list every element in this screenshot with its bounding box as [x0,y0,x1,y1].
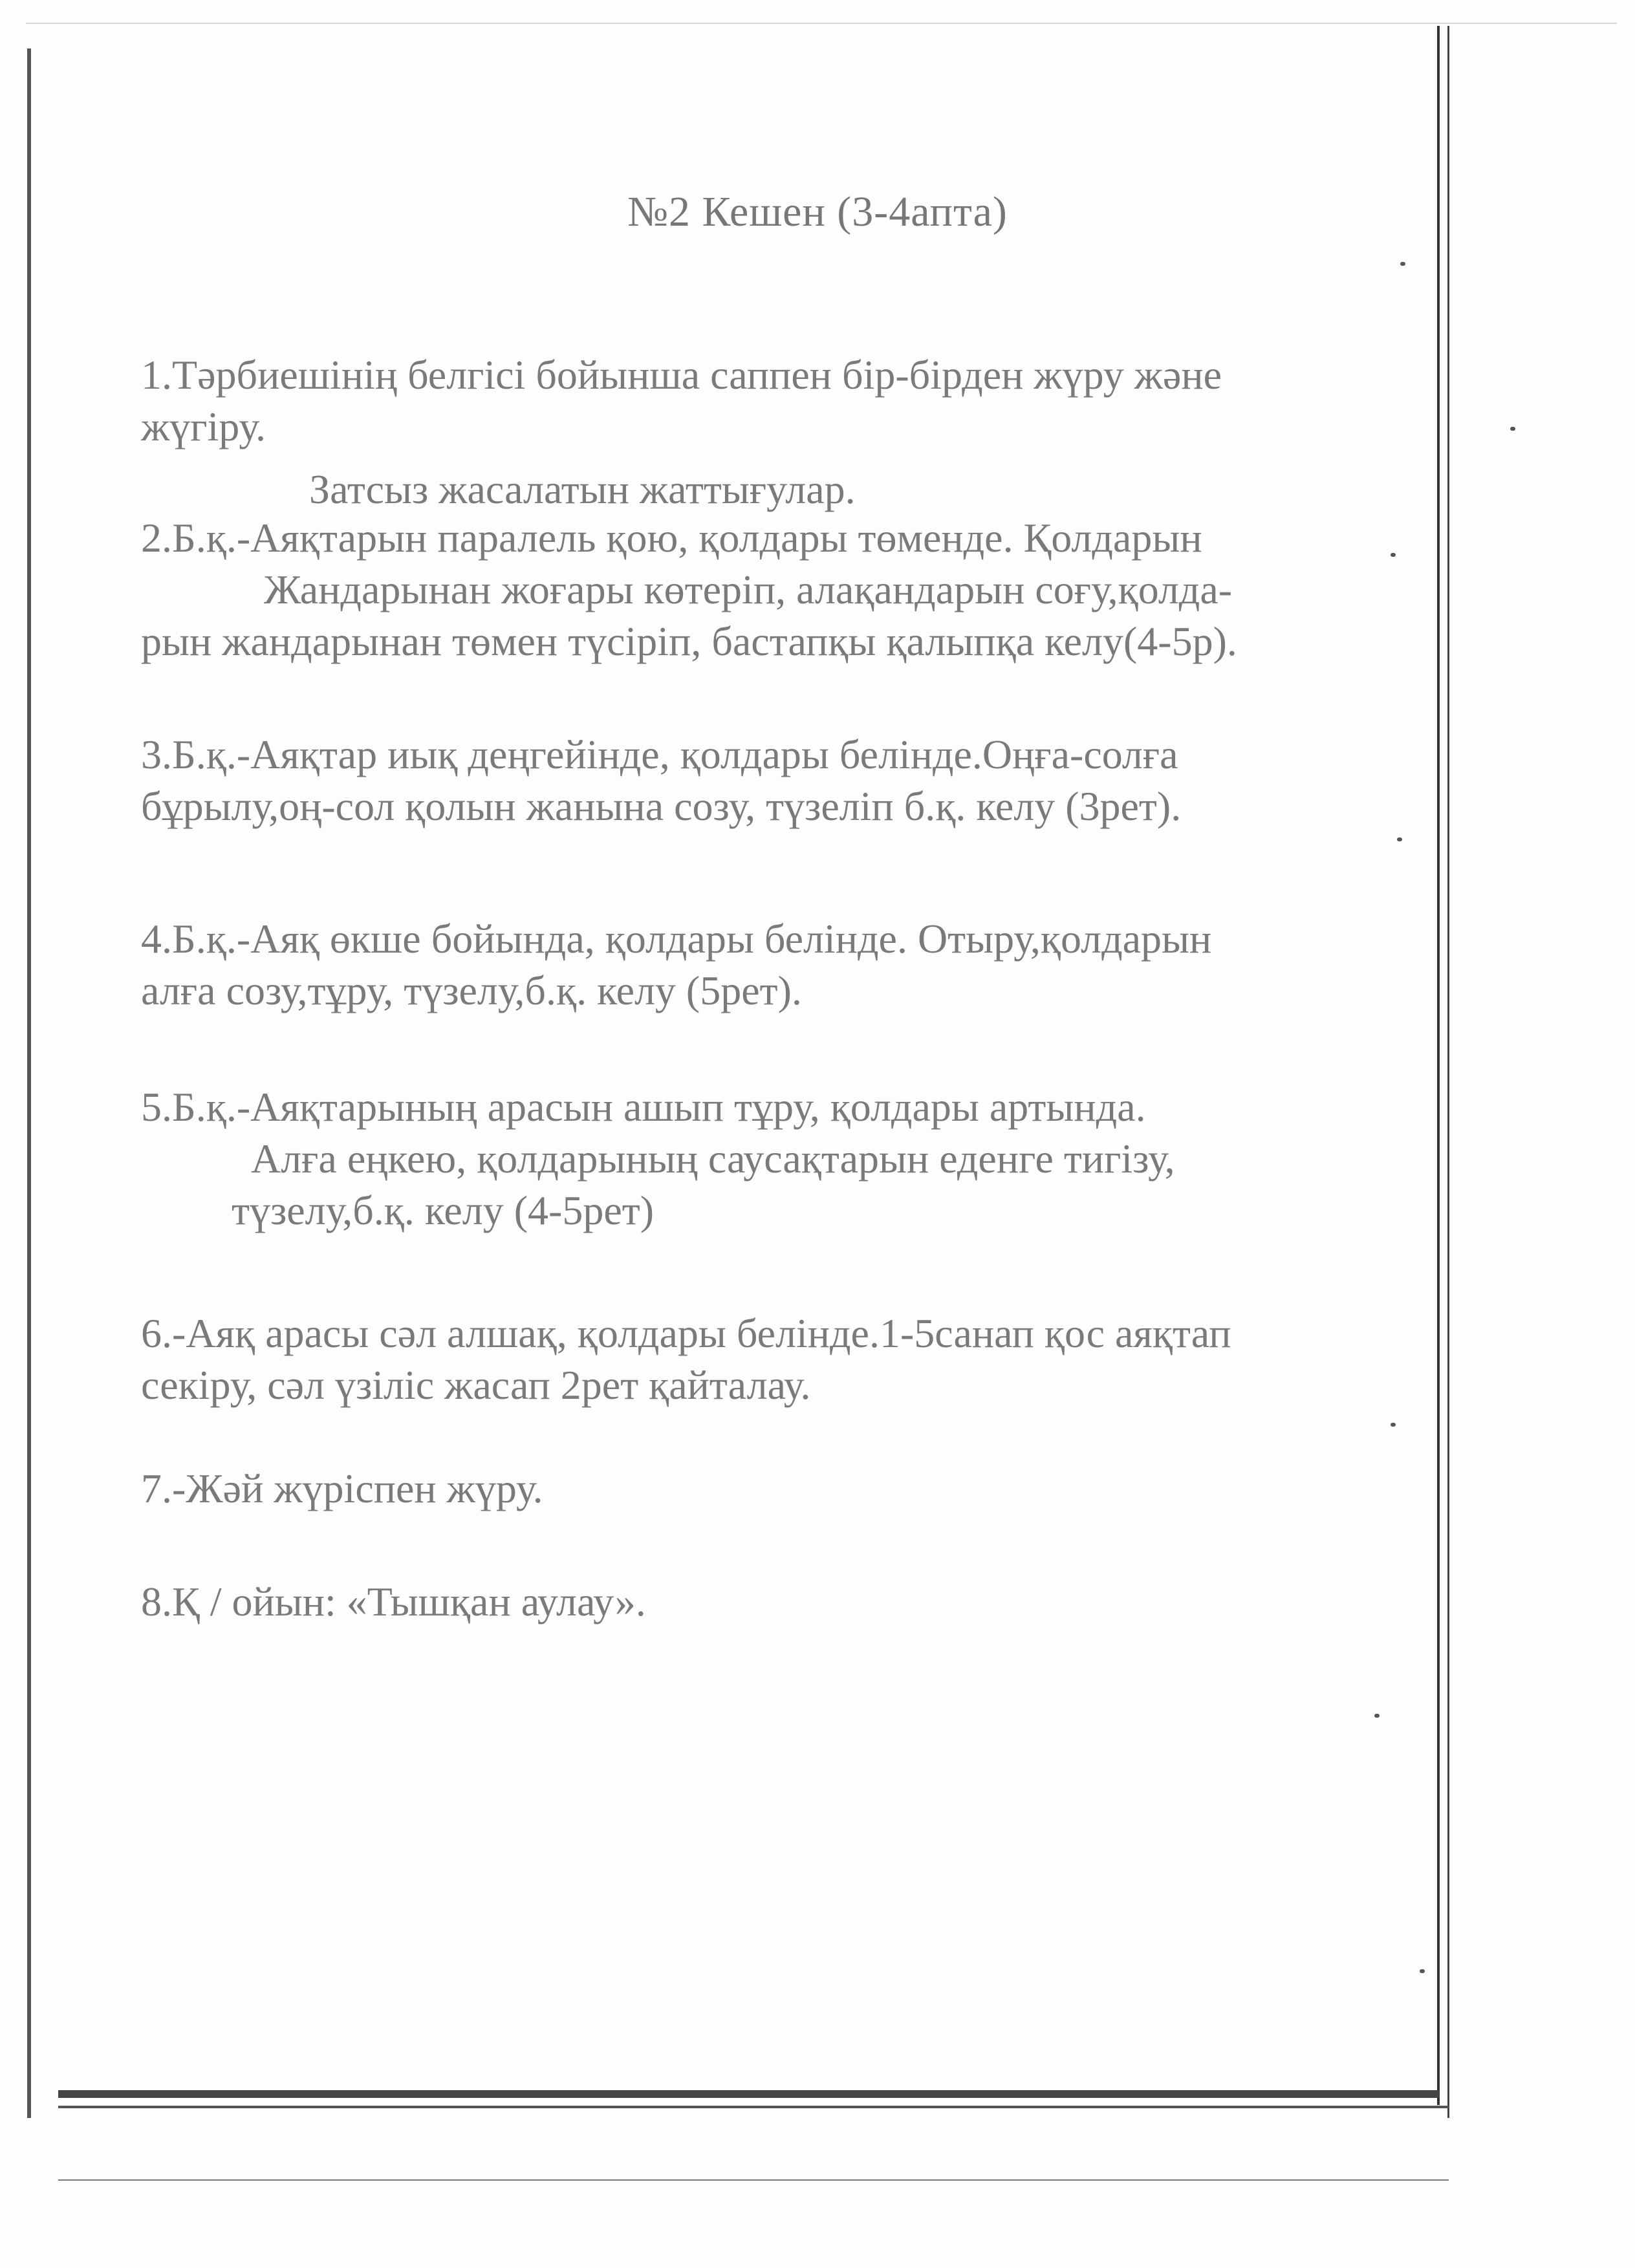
scan-speck [1420,1969,1425,1973]
item-2-line-3: рын жандарынан төмен түсіріп, бастапқы қалыпқа келу(4-5р). [141,618,1237,664]
page-border-left [27,49,31,2118]
item-2-line-2: Жандарынан жоғары көтеріп, алақандарын соғу,қолда- [264,567,1233,612]
scan-speck [1391,553,1396,557]
item-8: 8.Қ / ойын: «Тышқан аулау». [141,1579,646,1625]
scan-speck [1510,427,1515,431]
item-2-line-1: 2.Б.қ.-Аяқтарын паралель қою, қолдары төменде. Қолдарын [141,515,1202,561]
item-1-line-2: жүгіру. [141,404,266,449]
item-3-line-1: 3.Б.қ.-Аяқтар иық деңгейінде, қолдары белінде.Оңға-солға [141,731,1178,777]
item-7: 7.-Жәй жүріспен жүру. [141,1465,543,1511]
scan-edge [26,23,1617,24]
scan-speck [1400,262,1405,266]
item-5-line-2: Алға еңкею, қолдарының саусақтарын еденге тигізу, [251,1136,1175,1182]
item-3-line-2: бұрылу,оң-сол қолын жанына созу, түзеліп б.қ. келу (3рет). [141,783,1182,829]
scan-speck [1374,1714,1380,1718]
page-border-right-outer [1447,26,1449,2118]
page-border-right [1437,26,1440,2105]
page-border-bottom [58,2090,1439,2098]
item-5-line-3: түзелу,б.қ. келу (4-5рет) [232,1187,654,1233]
document-title: №2 Кешен (3-4апта) [627,188,1008,235]
item-1-line-1: 1.Тәрбиешінің белгісі бойынша саппен бір-бірден жүру және [141,352,1222,398]
item-4-line-1: 4.Б.қ.-Аяқ өкше бойында, қолдары белінде. Отыру,қолдарын [141,916,1212,962]
item-6-line-1: 6.-Аяқ арасы сәл алшақ, қолдары белінде.1-5санап қос аяқтап [141,1310,1231,1356]
item-6-line-2: секіру, сәл үзіліс жасап 2рет қайталау. [141,1362,811,1408]
page-border-bottom-faint [58,2179,1449,2181]
item-5-line-1: 5.Б.қ.-Аяқтарының арасын ашып тұру, қолдары артында. [141,1084,1146,1130]
scan-speck [1397,837,1402,841]
item-4-line-2: алға созу,тұру, түзелу,б.қ. келу (5рет). [141,967,802,1013]
page-border-bottom-inner [58,2106,1449,2108]
scan-speck [1391,1423,1396,1427]
subheading: Затсыз жасалатын жаттығулар. [309,466,856,512]
